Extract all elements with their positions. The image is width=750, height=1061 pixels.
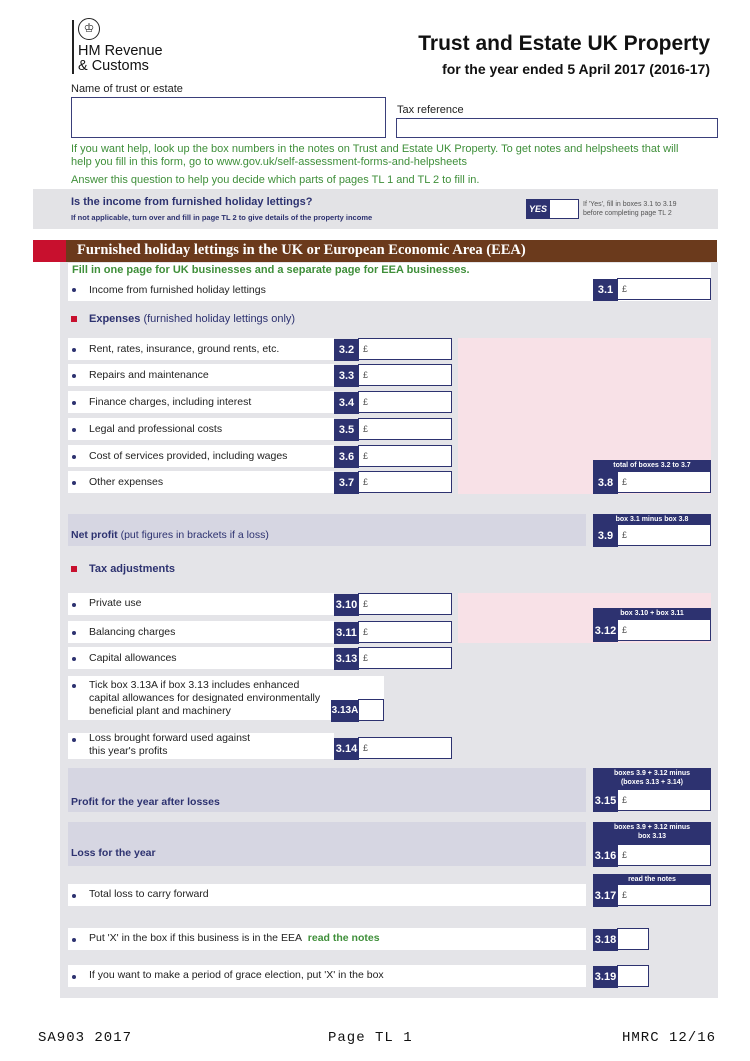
tax-adjustments-heading: Tax adjustments [89, 563, 175, 575]
trust-name-label: Name of trust or estate [71, 83, 183, 95]
help-text-line1: If you want help, look up the box numbers in the notes on Trust and Estate UK Property. To get notes and helpsheets that will [71, 143, 679, 155]
help-text-line3: Answer this question to help you decide which parts of pages TL 1 and TL 2 to fill in. [71, 174, 480, 186]
label-3-17: Total loss to carry forward [89, 888, 209, 900]
yes-note-line1: If 'Yes', fill in boxes 3.1 to 3.19 [583, 201, 677, 208]
footer-page-number: Page TL 1 [328, 1030, 413, 1046]
input-3-5[interactable]: £ [358, 418, 452, 440]
bullet-icon [72, 938, 76, 942]
input-3-1[interactable]: £ [617, 278, 711, 300]
box-number-3-8: 3.8 [593, 472, 618, 494]
label-3-14-line1: Loss brought forward used against [89, 732, 251, 744]
box-number-3-12: 3.12 [593, 620, 618, 642]
label-3-4: Finance charges, including interest [89, 396, 252, 408]
form-title: Trust and Estate UK Property [418, 32, 710, 55]
label-3-10: Private use [89, 597, 142, 609]
bullet-icon [72, 481, 76, 485]
expenses-heading-text: Expenses [89, 313, 141, 325]
box-number-3-3: 3.3 [334, 365, 359, 387]
tax-reference-label: Tax reference [397, 104, 464, 116]
box-number-3-14: 3.14 [334, 738, 359, 760]
box-number-3-1: 3.1 [593, 279, 618, 301]
bullet-icon [72, 428, 76, 432]
logo-bar [72, 20, 74, 74]
label-3-13a-line3: beneficial plant and machinery [89, 705, 231, 717]
trust-name-input[interactable] [71, 97, 386, 138]
tax-reference-input[interactable] [396, 118, 718, 138]
footer-form-code: SA903 2017 [38, 1030, 133, 1046]
read-notes-link[interactable]: read the notes [307, 932, 380, 944]
section-instruction: Fill in one page for UK businesses and a separate page for EEA businesses. [72, 264, 470, 276]
label-3-13: Capital allowances [89, 652, 177, 664]
input-3-16[interactable]: £ [617, 844, 711, 866]
input-3-4[interactable]: £ [358, 391, 452, 413]
label-3-18 [89, 932, 380, 945]
input-3-17[interactable]: £ [617, 884, 711, 906]
department-line1: HM Revenue [78, 43, 163, 59]
help-text-line2: help you fill in this form, go to www.gov.uk/self-assessment-forms-and-helpsheets [71, 156, 467, 168]
bullet-icon [72, 738, 76, 742]
box-number-3-5: 3.5 [334, 419, 359, 441]
footer-version: HMRC 12/16 [621, 1030, 716, 1046]
label-3-5: Legal and professional costs [89, 423, 223, 435]
label-3-13a-line2: capital allowances for designated environmentally [89, 692, 321, 704]
box-number-3-15: 3.15 [593, 790, 618, 812]
label-3-14 [89, 732, 250, 758]
loss-band [68, 822, 586, 866]
box-number-3-11: 3.11 [334, 622, 359, 644]
department-line2: & Customs [78, 58, 149, 74]
label-3-13a [89, 679, 320, 718]
hint-3-16-line2: box 3.13 [637, 833, 666, 840]
checkbox-3-13a[interactable] [358, 699, 384, 721]
hint-3-8: total of boxes 3.2 to 3.7 [593, 460, 711, 472]
question-text: Is the income from furnished holiday lettings? [71, 196, 313, 208]
bullet-icon [72, 894, 76, 898]
box-number-3-13: 3.13 [334, 648, 359, 670]
input-3-7[interactable]: £ [358, 471, 452, 493]
net-profit-label [71, 529, 269, 541]
section-title: Furnished holiday lettings in the UK or European Economic Area (EEA) [77, 242, 526, 258]
label-3-14-line2: this year's profits [89, 745, 168, 757]
bullet-icon [72, 374, 76, 378]
box-number-3-2: 3.2 [334, 339, 359, 361]
input-3-6[interactable]: £ [358, 445, 452, 467]
department-logo [78, 44, 163, 74]
box-number-3-4: 3.4 [334, 392, 359, 414]
box-number-3-17: 3.17 [593, 885, 618, 907]
expenses-heading-sub: (furnished holiday lettings only) [143, 313, 296, 325]
hint-3-16 [593, 822, 711, 845]
checkbox-3-18[interactable] [617, 928, 649, 950]
input-3-9[interactable]: £ [617, 524, 711, 546]
label-3-1: Income from furnished holiday lettings [89, 284, 266, 296]
hint-3-15-line2: (boxes 3.13 + 3.14) [620, 779, 684, 786]
label-3-2: Rent, rates, insurance, ground rents, etc. [89, 343, 280, 355]
label-3-18-text: Put 'X' in the box if this business is in the EEA [89, 932, 302, 944]
input-3-13[interactable]: £ [358, 647, 452, 669]
bullet-icon [72, 455, 76, 459]
section-marker-icon [71, 316, 77, 322]
label-3-6: Cost of services provided, including wages [89, 450, 288, 462]
label-3-13a-line1: Tick box 3.13A if box 3.13 includes enhanced [89, 679, 300, 691]
box-number-3-18: 3.18 [593, 929, 618, 951]
input-3-10[interactable]: £ [358, 593, 452, 615]
hint-3-16-line1: boxes 3.9 + 3.12 minus [613, 824, 691, 831]
section-banner-accent [33, 240, 66, 262]
label-3-3: Repairs and maintenance [89, 369, 209, 381]
net-profit-label-text: Net profit [71, 529, 118, 541]
input-3-14[interactable]: £ [358, 737, 452, 759]
input-3-2[interactable]: £ [358, 338, 452, 360]
net-profit-label-sub: (put figures in brackets if a loss) [120, 529, 269, 541]
bullet-icon [72, 631, 76, 635]
box-number-3-10: 3.10 [334, 594, 359, 616]
input-3-15[interactable]: £ [617, 789, 711, 811]
input-3-12[interactable]: £ [617, 619, 711, 641]
box-number-3-6: 3.6 [334, 446, 359, 468]
profit-label: Profit for the year after losses [71, 796, 220, 808]
loss-label: Loss for the year [71, 847, 156, 859]
label-3-7: Other expenses [89, 476, 164, 488]
bullet-icon [72, 684, 76, 688]
expenses-heading [89, 313, 295, 325]
hint-3-12: box 3.10 + box 3.11 [593, 608, 711, 620]
crown-crest-icon: ♔ [78, 18, 100, 40]
section-marker-icon [71, 566, 77, 572]
hint-3-15-line1: boxes 3.9 + 3.12 minus [613, 770, 691, 777]
bullet-icon [72, 348, 76, 352]
yes-note-line2: before completing page TL 2 [583, 210, 672, 217]
bullet-icon [72, 975, 76, 979]
bullet-icon [72, 657, 76, 661]
box-number-3-16: 3.16 [593, 845, 618, 867]
label-3-11: Balancing charges [89, 626, 176, 638]
form-subtitle: for the year ended 5 April 2017 (2016-17) [442, 61, 710, 77]
checkbox-3-19[interactable] [617, 965, 649, 987]
yes-note [583, 200, 676, 218]
bullet-icon [72, 603, 76, 607]
box-number-3-19: 3.19 [593, 966, 618, 988]
box-number-3-7: 3.7 [334, 472, 359, 494]
input-3-8[interactable]: £ [617, 471, 711, 493]
bullet-icon [72, 288, 76, 292]
yes-label: YES [526, 199, 550, 219]
input-3-11[interactable]: £ [358, 621, 452, 643]
box-number-3-13a: 3.13A [331, 700, 359, 722]
bullet-icon [72, 401, 76, 405]
label-3-19: If you want to make a period of grace election, put 'X' in the box [89, 969, 384, 981]
yes-checkbox[interactable] [549, 199, 579, 219]
hint-3-17: read the notes [593, 874, 711, 885]
hint-3-15 [593, 768, 711, 790]
question-subtext: If not applicable, turn over and fill in page TL 2 to give details of the property income [71, 213, 373, 222]
input-3-3[interactable]: £ [358, 364, 452, 386]
hint-3-9: box 3.1 minus box 3.8 [593, 514, 711, 525]
box-number-3-9: 3.9 [593, 525, 618, 547]
